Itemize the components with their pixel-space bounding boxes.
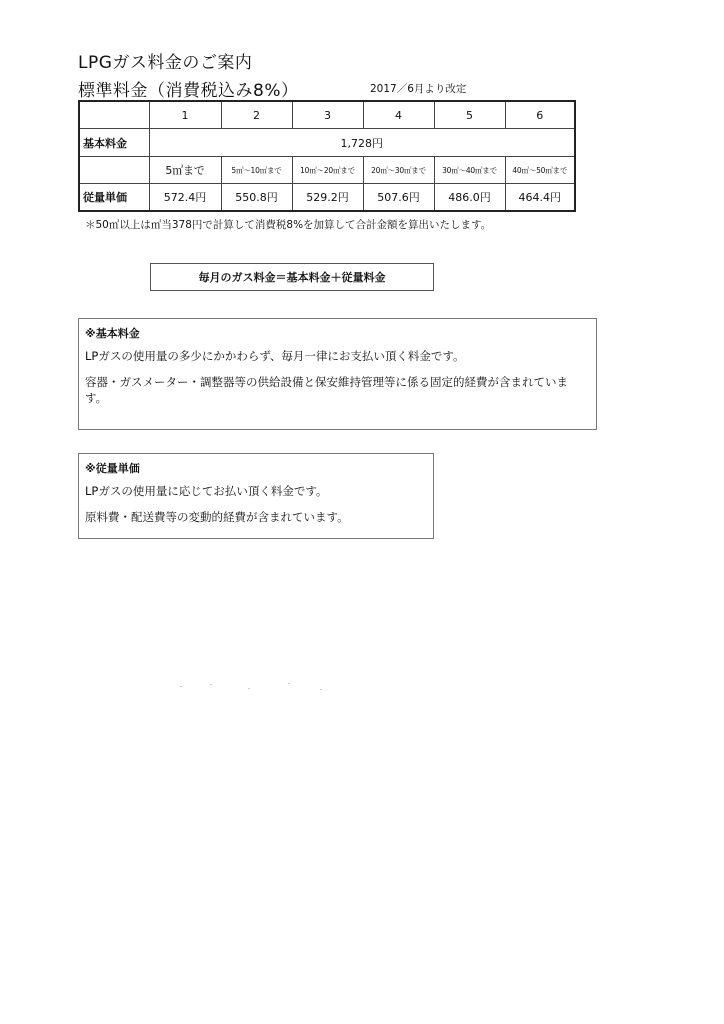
unit-price: 486.0円 bbox=[434, 184, 505, 212]
note-heading: ※基本料金 bbox=[85, 327, 140, 340]
unit-price-note bbox=[78, 453, 434, 539]
note-line: LPガスの使用量の多少にかかわらず、毎月一律にお支払い頂く料金です。 bbox=[85, 349, 465, 363]
page-subtitle: 標準料金（消費税込み8%） bbox=[78, 81, 299, 101]
page-title: LPGガス料金のご案内 bbox=[78, 53, 253, 73]
note-line: LPガスの使用量に応じてお払い頂く料金です。 bbox=[85, 484, 328, 498]
formula-text: 毎月のガス料金＝基本料金＋従量料金 bbox=[198, 271, 386, 284]
base-fee-value: 1,728円 bbox=[149, 129, 575, 157]
note-line: 容器・ガスメーター・調整器等の供給設備と保安維持管理等に係る固定的経費が含まれています。 bbox=[85, 375, 568, 405]
usage-range: 5㎥まで bbox=[149, 157, 221, 184]
revision-date: 2017／6月より改定 bbox=[370, 83, 467, 95]
usage-range: 5㎥～10㎥まで bbox=[221, 157, 292, 184]
column-header: 6 bbox=[505, 101, 575, 129]
base-fee-note bbox=[78, 318, 597, 430]
column-header: 1 bbox=[149, 101, 221, 129]
usage-range-row bbox=[79, 157, 575, 184]
column-header: 5 bbox=[434, 101, 505, 129]
unit-price-label: 従量単価 bbox=[79, 184, 149, 212]
note-heading: ※従量単価 bbox=[85, 462, 140, 475]
column-header: 3 bbox=[292, 101, 363, 129]
table-header-row bbox=[79, 101, 575, 129]
fee-table bbox=[78, 100, 576, 212]
scan-specks bbox=[170, 680, 350, 700]
usage-range: 30㎥～40㎥まで bbox=[434, 157, 505, 184]
unit-price: 464.4円 bbox=[505, 184, 575, 212]
usage-range: 10㎥～20㎥まで bbox=[292, 157, 363, 184]
unit-price: 529.2円 bbox=[292, 184, 363, 212]
base-fee-label: 基本料金 bbox=[79, 129, 149, 157]
note-line: 原料費・配送費等の変動的経費が含まれています。 bbox=[85, 510, 349, 524]
base-fee-row bbox=[79, 129, 575, 157]
formula-box bbox=[150, 263, 434, 291]
unit-price: 572.4円 bbox=[149, 184, 221, 212]
unit-price: 550.8円 bbox=[221, 184, 292, 212]
table-corner-cell bbox=[79, 101, 149, 129]
unit-price: 507.6円 bbox=[363, 184, 434, 212]
empty-cell bbox=[79, 157, 149, 184]
footnote: ＊50㎥以上は㎥当378円で計算して消費税8%を加算して合計金額を算出いたします。 bbox=[85, 219, 492, 231]
column-header: 4 bbox=[363, 101, 434, 129]
unit-price-row bbox=[79, 184, 575, 212]
column-header: 2 bbox=[221, 101, 292, 129]
usage-range: 20㎥～30㎥まで bbox=[363, 157, 434, 184]
usage-range: 40㎥～50㎥まで bbox=[505, 157, 575, 184]
